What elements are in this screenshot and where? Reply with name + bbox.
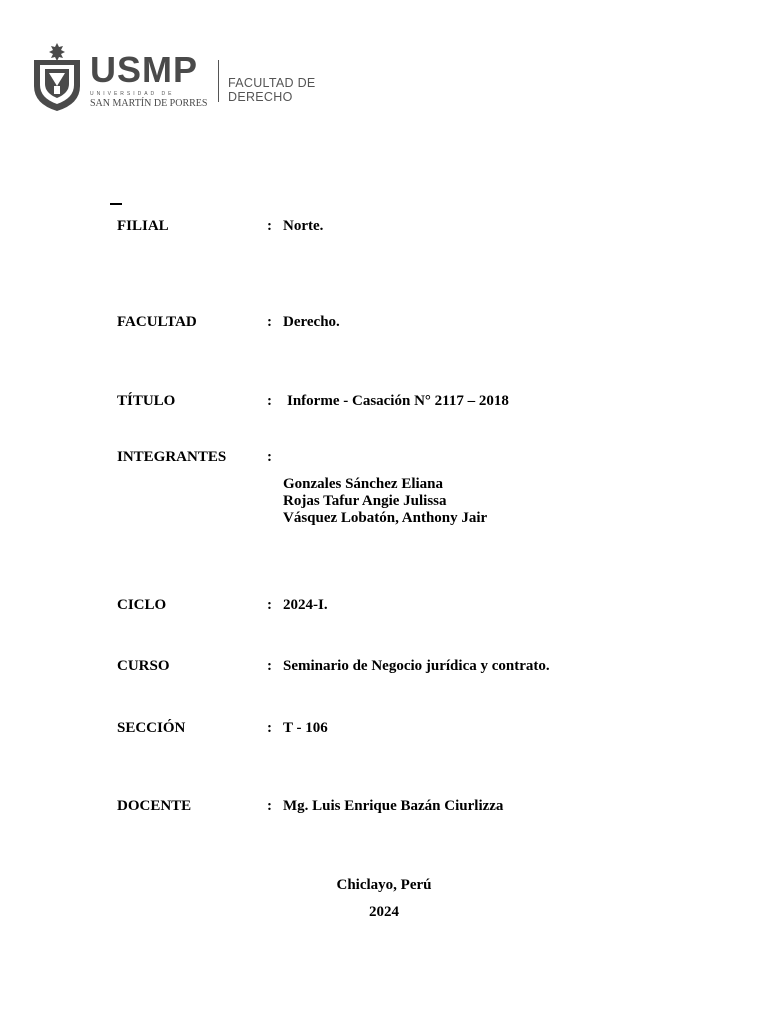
university-header bbox=[30, 42, 330, 114]
footer-place: Chiclayo, Perú bbox=[336, 877, 432, 893]
brand-subtitle-small: UNIVERSIDAD DE bbox=[90, 91, 175, 97]
titulo-label: TÍTULO bbox=[117, 393, 176, 409]
faculty-line-2: DERECHO bbox=[228, 90, 293, 104]
dash-mark bbox=[110, 203, 122, 205]
titulo-value: Informe - Casación N° 2117 – 2018 bbox=[287, 393, 509, 409]
ciclo-value: 2024-I. bbox=[283, 597, 328, 613]
brand-block bbox=[90, 49, 210, 109]
ciclo-label: CICLO bbox=[117, 597, 167, 613]
seccion-value: T - 106 bbox=[283, 720, 328, 736]
filial-label: FILIAL bbox=[117, 218, 169, 234]
docente-value: Mg. Luis Enrique Bazán Ciurlizza bbox=[283, 798, 504, 814]
integrante-3: Vásquez Lobatón, Anthony Jair bbox=[283, 510, 488, 526]
integrantes-label: INTEGRANTES bbox=[117, 449, 227, 465]
brand-name: USMP bbox=[90, 49, 199, 90]
integrantes-colon: : bbox=[267, 449, 272, 465]
filial-colon: : bbox=[267, 218, 272, 234]
brand-subtitle: SAN MARTÍN DE PORRES bbox=[90, 98, 208, 109]
footer-year: 2024 bbox=[369, 904, 399, 920]
facultad-value: Derecho. bbox=[283, 314, 340, 330]
facultad-colon: : bbox=[267, 314, 272, 330]
header-divider bbox=[218, 60, 219, 102]
faculty-name bbox=[228, 76, 316, 104]
titulo-colon: : bbox=[267, 393, 272, 409]
faculty-line-1: FACULTAD DE bbox=[228, 76, 316, 90]
seccion-label: SECCIÓN bbox=[117, 720, 186, 736]
facultad-label: FACULTAD bbox=[117, 314, 197, 330]
integrante-2: Rojas Tafur Angie Julissa bbox=[283, 493, 447, 509]
curso-colon: : bbox=[267, 658, 272, 674]
filial-value: Norte. bbox=[283, 218, 324, 234]
docente-colon: : bbox=[267, 798, 272, 814]
curso-label: CURSO bbox=[117, 658, 170, 674]
docente-label: DOCENTE bbox=[117, 798, 192, 814]
seccion-colon: : bbox=[267, 720, 272, 736]
curso-value: Seminario de Negocio jurídica y contrato. bbox=[283, 658, 550, 674]
ciclo-colon: : bbox=[267, 597, 272, 613]
integrante-1: Gonzales Sánchez Eliana bbox=[283, 476, 444, 492]
university-seal-logo bbox=[30, 42, 84, 112]
